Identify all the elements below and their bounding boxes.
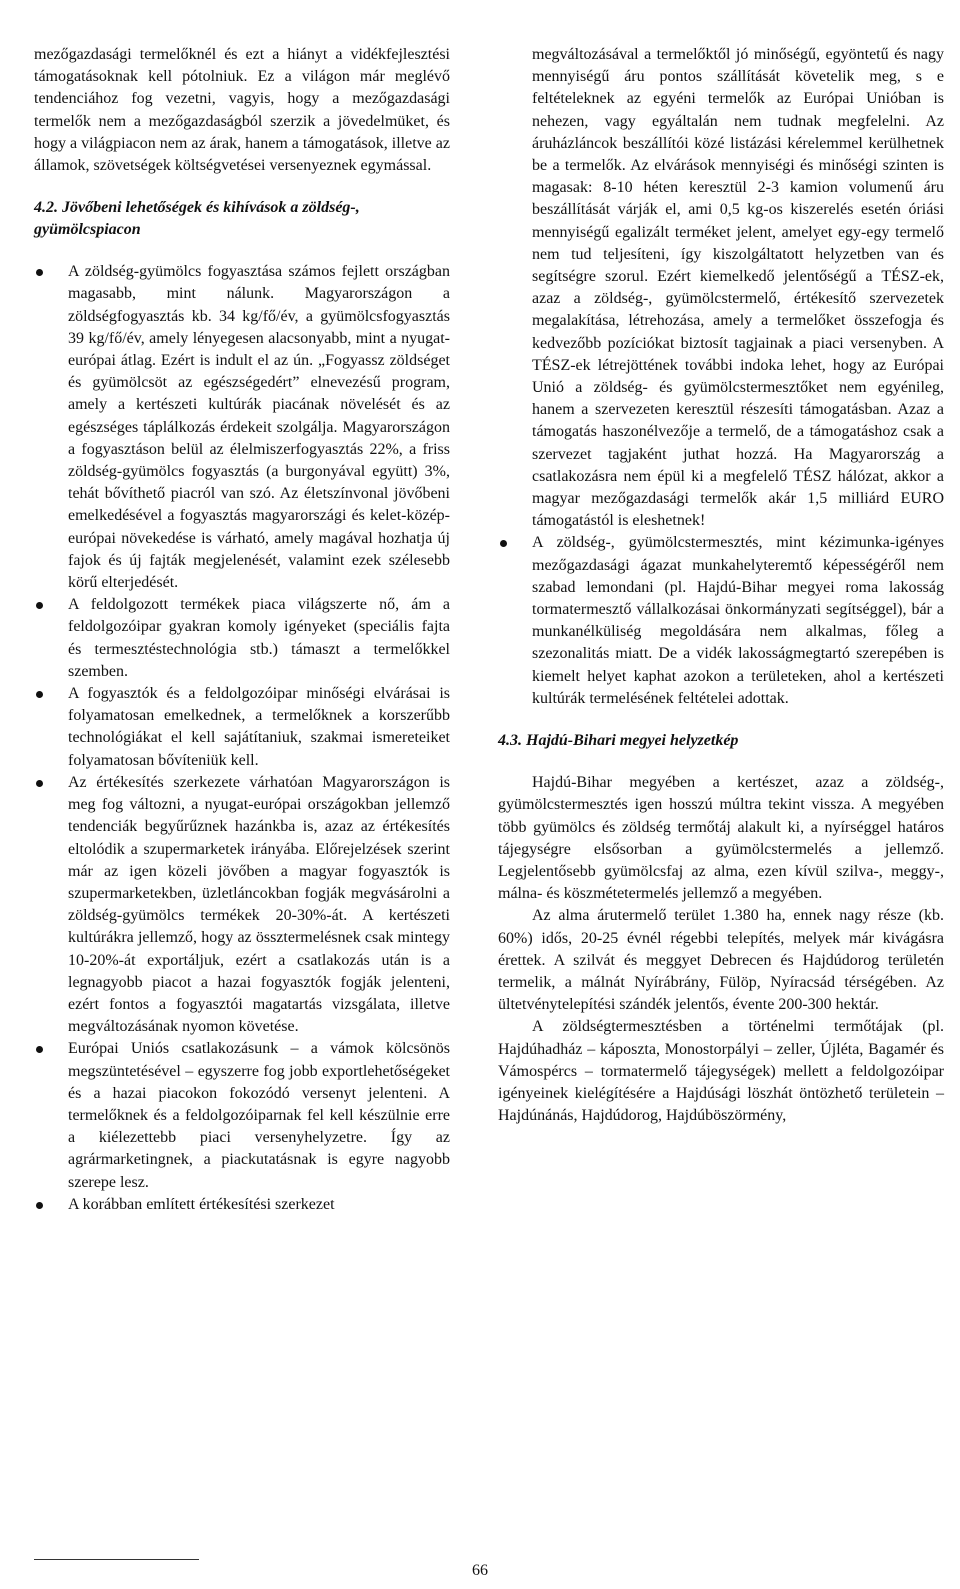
list-item-continuation: megváltozásával a termelőktől jó minőségű, egyöntetű és nagy mennyiségű áru pontos szállítását követelik meg, s e feltételeknek az egyéni termelők az Európai Unióban is nehezen, vagy egyáltalán nem tudnak megfelelni. Az áruházláncok beszállítói közé listázási kérelemmel kerülhetnek be a termelők. Az elvárások mennyiségi és minőségi szinten is magasak: 8-10 héten keresztül 2-3 kamion volumenű áru beszállítását várják el, ami 0,5 kg-os kiszerelés esetén óriási mennyiségű egalizált terméket jelent, amelyet egy-egy termelő nem tud teljesíteni, így kiszolgáltatott helyzetben van és segítségre szorul. Ezért kiemelkedő jelentőségű a TÉSZ-ek, azaz a zöldség-, gyümölcstermelő, értékesítő szervezetek megalakítása, létrehozása, amely a termelőket összefogja és kedvezőbb pozíciókat biztosít tagjainak a piaci versenyben. A TÉSZ-ek létrejöttének további indoka lehet, hogy az Európai Unió a zöldség- és gyümölcstermesztőket nem egyénileg, hanem a szervezeten keresztül részesíti támogatásban. Azaz a támogatás haszonélvezője a termelő, de a támogatáshoz csak a szervezet tagjaként juthat hozzá. Ha Magyarország a csatlakozásra nem épül ki a megfelelő TÉSZ hálózat, akkor a magyar mezőgazdasági termelők akár 1,5 milliárd EURO támogatástól is eleshetnek! [532,46,944,530]
footer-rule [34,1559,199,1560]
list-item: A fogyasztók és a feldolgozóipar minőségi elvárásai is folyamatosan emelkednek, a termelőknek a korszerűbb technológiákat el kell sajátítaniuk, szakmai ismereteiket folyamatosan bővíteniük kell. [34,683,450,772]
page-number: 66 [472,1562,488,1579]
intro-paragraph: mezőgazdasági termelőknél és ezt a hiányt a vidékfejlesztési támogatásoknak kell pótolniuk. Ez a világon már meglévő tendenciához fog vezetni, vagyis, hogy a mezőgazdasági termelők nem a mezőgazdaságból szerzik a jövedelmüket, és hogy a világpiacon nem az árak, hanem a támogatások, illetve az államok, szövetségek költségvetései versenyeznek egymással. [34,46,450,175]
body-paragraph: Az alma árutermelő terület 1.380 ha, ennek nagy része (kb. 60%) idős, 20-25 évnél régebbi telepítés, melyek már kivágásra érettek. A szilvát és meggyet Debrecen és Hajdúdorog területén termelik, a málnát Nyírábrány, Fülöp, Nyíracsád térségében. Az ültetvénytelepítési szándék jelentős, évente 200-300 hektár. [498,907,944,1014]
left-column [34,44,450,1216]
right-column [498,44,944,1127]
bullet-list-left [34,261,450,1216]
list-item: A zöldség-, gyümölcstermesztés, mint kézimunka-igényes mezőgazdasági ágazat munkahelyteremtő képességéről nem szabad lemondani (pl. Hajdú-Bihar megyei roma lakosság tormatermesztő vállalkozásai önkormányzati segítséggel), bár a munkanélküliség megoldására nem alkalmas, főleg a szezonalitás miatt. De a vidék lakosságmegtartó szerepében is kiemelt helyet kaphat azokon a területeken, ahol a kertészeti kultúrák termelésének feltételei adottak. [498,532,944,710]
section-heading-4-2: 4.2. Jövőbeni lehetőségek és kihívások a zöldség-, gyümölcspiacon [34,199,360,239]
list-item: A feldolgozott termékek piaca világszerte nő, ám a feldolgozóipar gyakran komoly igényeket (speciális fajta és termesztéstechnológia stb.) támaszt a termelőkkel szemben. [34,594,450,683]
bullet-list-right [498,44,944,710]
section-heading-4-3: 4.3. Hajdú-Bihari megyei helyzetkép [498,732,739,750]
list-item: Az értékesítés szerkezete várhatóan Magyarországon is meg fog változni, a nyugat-európai országokban jellemző tendenciák begyűrűznek hazánkba is, azaz az értékesítés eltolódik a szupermarketek irányába. Előrejelzések szerint már az igen közeli jövőben a magyar fogyasztók is szupermarketekben, üzletláncokban fogják megvásárolni a zöldség-gyümölcs termékek 20-30%-át. A kertészeti kultúrákra jellemző, hogy az össztermelésnek csak mintegy 10-20%-át exportáljuk, ezért a csatlakozás után is a legnagyobb piacot a hazai fogyasztók fogják jelenteni, ezért fontos a fogyasztói magatartás vizsgálata, illetve megváltozásának nyomon követése. [34,772,450,1038]
body-paragraph: Hajdú-Bihar megyében a kertészet, azaz a zöldség-, gyümölcstermesztés igen hosszú múltra tekint vissza. A megyében több gyümölcs és zöldség termőtáj alakult ki, a nyírséggel határos tájegységre elsősorban a gyümölcstermelés a jellemző. Legjelentősebb gyümölcsfaj az alma, ezen kívül szilva-, meggy-, málna- és köszmétetermelés jellemző a megyében. [498,774,944,903]
body-paragraph: A zöldségtermesztésben a történelmi termőtájak (pl. Hajdúhadház – káposzta, Monostorpályi – zeller, Újléta, Bagamér és Vámospércs – tormatermelő tájegységek) mellett a feldolgozóipar igényeinek kielégítésére a Hajdúsági löszhát öntözhető területein – Hajdúnánás, Hajdúdorog, Hajdúböszörmény, [498,1018,944,1125]
list-item: A korábban említett értékesítési szerkezet [34,1194,450,1216]
list-item: Európai Uniós csatlakozásunk – a vámok kölcsönös megszüntetésével – egyszerre fog jobb exportlehetőségeket és a hazai piacokon fokozódó versenyt jelenteni. A termelőknek és a feldolgozóiparnak fel kell készülnie erre a kiélezettebb piaci versenyhelyzetre. Így az agrármarketingnek, a piackutatásnak is egyre nagyobb szerepe lesz. [34,1038,450,1193]
list-item: A zöldség-gyümölcs fogyasztása számos fejlett országban magasabb, mint nálunk. Magyarországon a zöldségfogyasztás kb. 34 kg/fő/év, a gyümölcsfogyasztás 39 kg/fő/év, amely lényegesen alacsonyabb, mint a nyugat-európai átlag. Ezért is indult el az ún. „Fogyassz zöldséget és gyümölcsöt az egészségedért” elnevezésű program, amely a kertészeti kultúrák piacának növelését és az egészséges táplálkozás érdekeit szolgálja. Magyarországon a fogyasztáson belül az élelmiszerfogyasztás 22%, a friss zöldség-gyümölcs fogyasztás (a burgonyával együtt) 3%, tehát bővíthető piacról van szó. Az életszínvonal jövőbeni emelkedésével a fogyasztás magyarországi és kelet-közép-európai növekedése is várható, amely magával hozhatja új fajok és új fajták megjelenését, valamint ezek szélesebb körű elterjedését. [34,261,450,594]
